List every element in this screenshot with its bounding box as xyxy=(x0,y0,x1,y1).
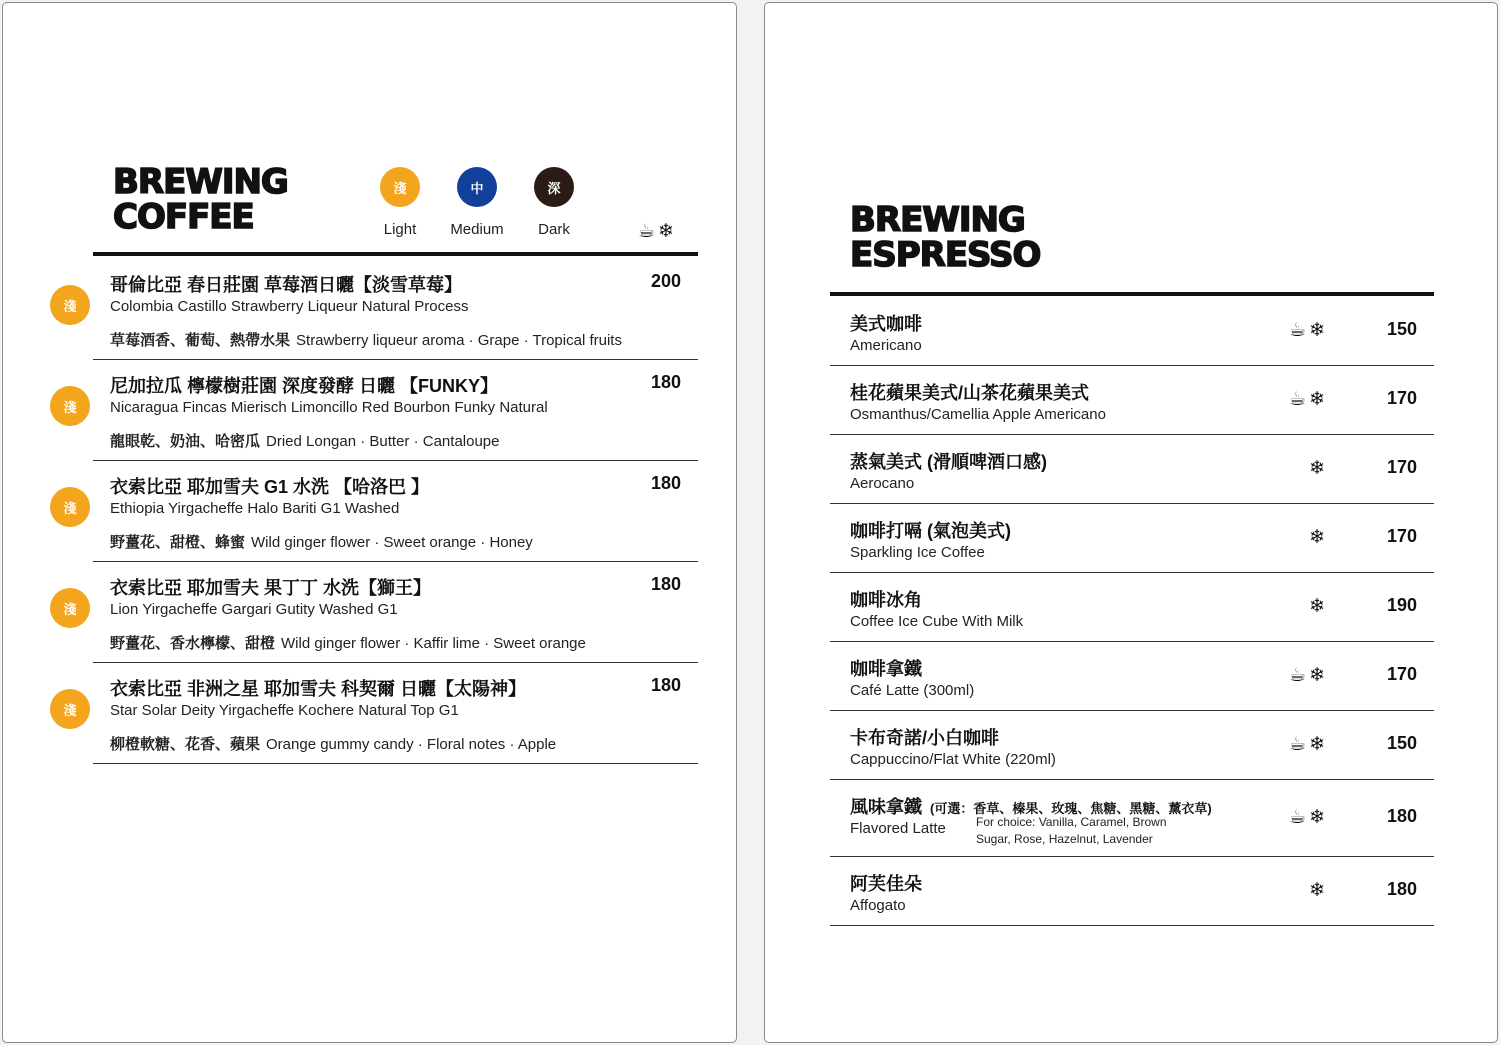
espresso-item-price: 180 xyxy=(1386,879,1417,899)
espresso-item-price: 170 xyxy=(1386,457,1417,477)
coffee-item-price: 200 xyxy=(650,271,681,291)
light-roast-icon: 淺 xyxy=(50,386,90,426)
dark-roast-icon: 深 xyxy=(534,167,574,207)
espresso-item-price: 180 xyxy=(1386,806,1417,826)
hot-cup-icon: ☕ xyxy=(1289,320,1307,341)
espresso-item-name-en: Aerocano xyxy=(850,475,915,492)
coffee-item-row xyxy=(63,661,698,764)
coffee-item-price: 180 xyxy=(650,574,681,594)
espresso-item-name-zh: 咖啡打嗝 (氣泡美式) xyxy=(850,521,1011,541)
snowflake-icon: ❄ xyxy=(1309,665,1325,686)
snowflake-icon: ❄ xyxy=(1309,389,1325,410)
coffee-item-name-zh: 衣索比亞 耶加雪夫 G1 水洗 【哈洛巴 】 xyxy=(110,477,430,497)
espresso-item-name-en: Coffee Ice Cube With Milk xyxy=(850,613,1024,630)
espresso-item-name-en: Café Latte (300ml) xyxy=(850,682,975,699)
espresso-item-row xyxy=(830,573,1434,642)
temperature-icons xyxy=(1265,457,1325,480)
notes-en: Dried Longan · Butter · Cantaloupe xyxy=(266,433,500,450)
temperature-icons xyxy=(1265,595,1325,618)
temperature-icons xyxy=(1265,388,1325,411)
roast-legend-light xyxy=(365,167,435,238)
coffee-item-name-zh: 衣索比亞 耶加雪夫 果丁丁 水洗【獅王】 xyxy=(110,578,432,598)
coffee-item-notes xyxy=(110,733,556,754)
coffee-item-name-en: Colombia Castillo Strawberry Liqueur Natural Process xyxy=(110,298,469,315)
hot-cup-icon: ☕ xyxy=(1289,807,1307,828)
notes-zh: 龍眼乾、奶油、哈密瓜 xyxy=(110,433,261,450)
snowflake-icon: ❄ xyxy=(1309,734,1325,755)
roast-legend-dark xyxy=(519,167,589,238)
snowflake-icon: ❄ xyxy=(658,221,674,242)
coffee-item-name-en: Ethiopia Yirgacheffe Halo Bariti G1 Washed xyxy=(110,500,400,517)
light-roast-icon: 淺 xyxy=(50,487,90,527)
coffee-item-price: 180 xyxy=(650,372,681,392)
snowflake-icon: ❄ xyxy=(1309,596,1325,617)
medium-roast-icon: 中 xyxy=(457,167,497,207)
light-roast-icon: 淺 xyxy=(50,285,90,325)
roast-legend-label: Medium xyxy=(450,221,504,238)
notes-en: Strawberry liqueur aroma · Grape · Tropical fruits xyxy=(296,332,622,349)
espresso-item-row xyxy=(830,504,1434,573)
coffee-item-row xyxy=(63,257,698,360)
espresso-item-name-zh: 阿芙佳朵 xyxy=(850,874,922,894)
espresso-item-name-en: Osmanthus/Camellia Apple Americano xyxy=(850,406,1106,423)
coffee-item-price: 180 xyxy=(650,473,681,493)
espresso-item-name-zh: 咖啡冰角 xyxy=(850,590,922,610)
temperature-icons xyxy=(1265,879,1325,902)
snowflake-icon: ❄ xyxy=(1309,807,1325,828)
notes-zh: 草莓酒香、葡萄、熱帶水果 xyxy=(110,332,291,349)
hot-cup-icon: ☕ xyxy=(638,221,656,242)
flavor-choices-zh: (可選：香草、榛果、玫瑰、焦糖、黑糖、薰衣草) xyxy=(930,801,1212,816)
snowflake-icon: ❄ xyxy=(1309,458,1325,479)
coffee-item-notes xyxy=(110,430,500,451)
espresso-item-name-zh: 蒸氣美式 (滑順啤酒口感) xyxy=(850,452,1047,472)
temperature-icons xyxy=(635,220,674,243)
light-roast-icon: 淺 xyxy=(50,689,90,729)
coffee-item-row xyxy=(63,358,698,461)
coffee-item-row xyxy=(63,459,698,562)
brewing-espresso-page xyxy=(764,2,1498,1043)
light-roast-icon: 淺 xyxy=(50,588,90,628)
roast-legend-label: Light xyxy=(383,221,417,238)
header-divider xyxy=(830,292,1434,296)
espresso-item-row xyxy=(830,435,1434,504)
espresso-item-row xyxy=(830,711,1434,780)
espresso-item-name-en: Flavored Latte xyxy=(850,820,946,837)
coffee-item-notes xyxy=(110,531,533,552)
roast-legend-label: Dark xyxy=(538,221,570,238)
temperature-icons xyxy=(1265,526,1325,549)
flavor-choices-en: For choice: Vanilla, Caramel, Brown Sugar, Rose, Hazelnut, Lavender xyxy=(976,815,1167,846)
coffee-item-notes xyxy=(110,329,622,350)
coffee-item-price: 180 xyxy=(650,675,681,695)
notes-zh: 柳橙軟糖、花香、蘋果 xyxy=(110,736,261,753)
coffee-item-row xyxy=(63,560,698,663)
hot-cup-icon: ☕ xyxy=(1289,665,1307,686)
coffee-item-name-en: Lion Yirgacheffe Gargari Gutity Washed G1 xyxy=(110,601,398,618)
espresso-item-price: 170 xyxy=(1386,526,1417,546)
espresso-item-price: 150 xyxy=(1386,733,1417,753)
notes-zh: 野薑花、甜橙、蜂蜜 xyxy=(110,534,246,551)
light-roast-icon: 淺 xyxy=(380,167,420,207)
espresso-item-name-zh: 美式咖啡 xyxy=(850,314,922,334)
brewing-coffee-page xyxy=(2,2,737,1043)
coffee-item-name-en: Star Solar Deity Yirgacheffe Kochere Natural Top G1 xyxy=(110,702,459,719)
espresso-item-price: 170 xyxy=(1386,664,1417,684)
coffee-item-name-en: Nicaragua Fincas Mierisch Limoncillo Red Bourbon Funky Natural xyxy=(110,399,548,416)
brewing-coffee-title: BREWING COFFEE xyxy=(113,162,288,237)
notes-zh: 野薑花、香水檸檬、甜橙 xyxy=(110,635,276,652)
espresso-item-price: 190 xyxy=(1386,595,1417,615)
snowflake-icon: ❄ xyxy=(1309,527,1325,548)
espresso-item-name-en: Americano xyxy=(850,337,922,354)
notes-en: Wild ginger flower · Sweet orange · Honey xyxy=(251,534,533,551)
espresso-item-name-en: Cappuccino/Flat White (220ml) xyxy=(850,751,1056,768)
espresso-item-name-zh-text: 風味拿鐵 xyxy=(850,797,922,817)
espresso-item-name-en: Sparkling Ice Coffee xyxy=(850,544,985,561)
espresso-item-row xyxy=(830,642,1434,711)
espresso-item-row xyxy=(830,780,1434,857)
espresso-item-name-zh: 卡布奇諾/小白咖啡 xyxy=(850,728,1000,748)
temperature-icons xyxy=(1265,319,1325,342)
espresso-item-name-zh: 咖啡拿鐵 xyxy=(850,659,922,679)
temperature-icons xyxy=(1265,733,1325,756)
header-divider xyxy=(93,252,698,256)
coffee-item-name-zh: 衣索比亞 非洲之星 耶加雪夫 科契爾 日曬【太陽神】 xyxy=(110,679,527,699)
snowflake-icon: ❄ xyxy=(1309,880,1325,901)
espresso-item-row xyxy=(830,297,1434,366)
temperature-icons xyxy=(1265,806,1325,829)
coffee-item-name-zh: 哥倫比亞 春日莊園 草莓酒日曬【淡雪草莓】 xyxy=(110,275,462,295)
hot-cup-icon: ☕ xyxy=(1289,734,1307,755)
temperature-icons xyxy=(1265,664,1325,687)
brewing-espresso-title: BREWING ESPRESSO xyxy=(850,200,1041,275)
roast-legend-medium xyxy=(442,167,512,238)
hot-cup-icon: ☕ xyxy=(1289,389,1307,410)
coffee-item-notes xyxy=(110,632,586,653)
snowflake-icon: ❄ xyxy=(1309,320,1325,341)
espresso-item-row xyxy=(830,366,1434,435)
espresso-item-row xyxy=(830,857,1434,926)
espresso-item-price: 150 xyxy=(1386,319,1417,339)
espresso-item-name-zh: 桂花蘋果美式/山茶花蘋果美式 xyxy=(850,383,1089,403)
espresso-item-name-en: Affogato xyxy=(850,897,906,914)
notes-en: Wild ginger flower · Kaffir lime · Sweet orange xyxy=(281,635,586,652)
espresso-item-price: 170 xyxy=(1386,388,1417,408)
notes-en: Orange gummy candy · Floral notes · Apple xyxy=(266,736,557,753)
coffee-item-name-zh: 尼加拉瓜 檸檬樹莊園 深度發酵 日曬 【FUNKY】 xyxy=(110,376,499,396)
